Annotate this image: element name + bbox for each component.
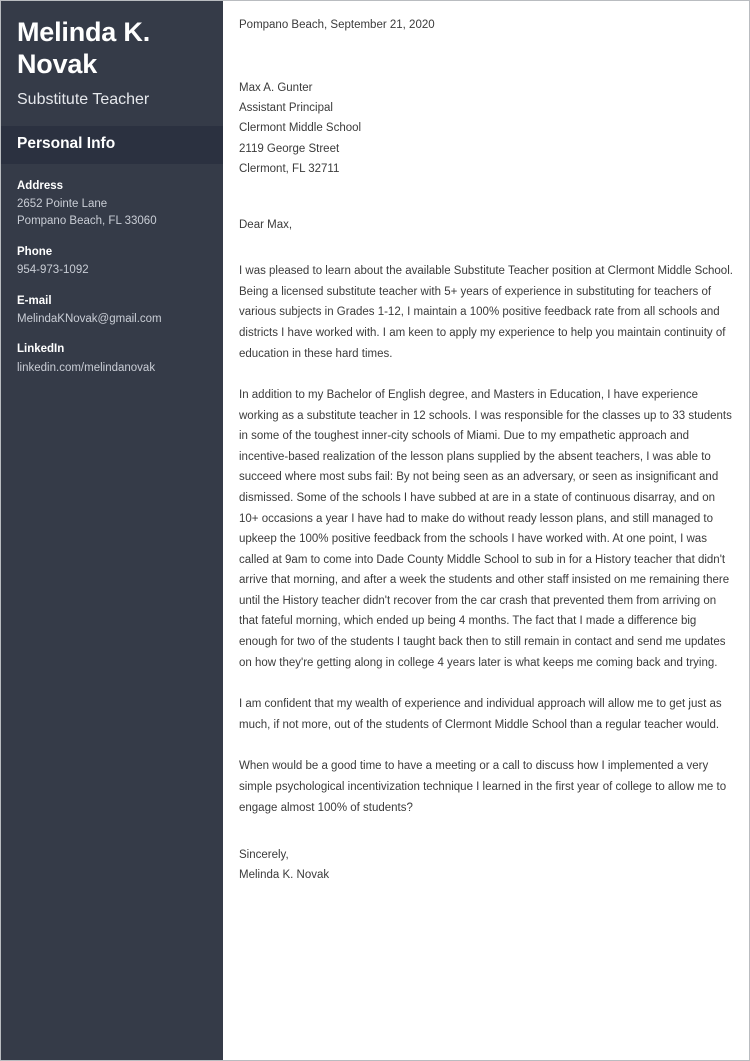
- info-value: 2652 Pointe Lane: [17, 198, 108, 210]
- info-value: Pompano Beach, FL 33060: [17, 215, 157, 228]
- sidebar: [1, 1, 223, 1060]
- candidate-job-title: Substitute Teacher: [17, 91, 150, 109]
- closing-salutation: Sincerely,: [239, 849, 289, 862]
- info-label: E-mail: [17, 294, 52, 307]
- letter-salutation: Dear Max,: [239, 218, 293, 231]
- recipient-block: [239, 78, 734, 179]
- recipient-organization: Clermont Middle School: [239, 122, 362, 135]
- recipient-title: Assistant Principal: [239, 102, 333, 115]
- info-label: LinkedIn: [17, 343, 65, 356]
- letter-paragraph-4: When would be a good time to have a meeting or a call to discuss how I implemented a very simple psychological incentivization technique I learned in the first year of college to allow me to engage almost 100% of students?: [239, 760, 727, 814]
- letter-paragraph-3: I am confident that my wealth of experience and individual approach will allow me to get just as much, if not more, out of the students of Clermont Middle School than a regular teacher would.: [239, 698, 722, 731]
- info-value-email[interactable]: MelindaKNovak@gmail.com: [17, 312, 162, 325]
- personal-info-title: Personal Info: [17, 135, 116, 153]
- info-item-phone: [17, 244, 207, 280]
- recipient-street: 2119 George Street: [239, 142, 340, 155]
- info-value: 954-973-1092: [17, 264, 89, 277]
- info-item-address: [17, 178, 207, 231]
- info-item-email: [17, 293, 207, 329]
- recipient-name: Max A. Gunter: [239, 81, 313, 94]
- letter-closing: [239, 845, 734, 885]
- signature-name: Melinda K. Novak: [239, 869, 330, 882]
- letter-content-column: [239, 17, 734, 886]
- candidate-name: Melinda K. Novak: [17, 17, 151, 79]
- info-label: Address: [17, 179, 64, 192]
- personal-info-list: [1, 164, 223, 377]
- personal-info-section-header: [1, 126, 223, 164]
- letter-paragraph-1: I was pleased to learn about the available Substitute Teacher position at Clermont Middle School. Being a licensed substitute teacher with 5+ years of experience in substituting for teachers of various subjects in Grades 1-12, I maintain a 100% positive feedback rate from all schools and districts I have worked with. I am keen to apply my experience to help you maintain continuity of education in these hard times.: [239, 265, 733, 360]
- recipient-city-state-zip: Clermont, FL 32711: [239, 162, 340, 175]
- info-value-linkedin[interactable]: linkedin.com/melindanovak: [17, 361, 156, 374]
- sidebar-header: [1, 1, 223, 110]
- letter-date-line: Pompano Beach, September 21, 2020: [239, 19, 435, 31]
- info-label: Phone: [17, 245, 53, 258]
- info-item-linkedin: [17, 341, 207, 377]
- letter-paragraph-2: In addition to my Bachelor of English degree, and Masters in Education, I have experience working as a substitute teacher in 12 schools. I was responsible for the classes up to 33 students in some of the toughest inner-city schools of Miami. Due to my empathetic approach and incentive-based realization of the lesson plans supplied by the absent teachers, I was able to succeed where most subs fail: By not being seen as an adversary, or seen as insignificant and dismissed. Some of the schools I have subbed at are in a state of continuous disarray, and on 10+ occasions a year I have had to make do without ready lesson plans, and still managed to upkeep the 100% positive feedback from the schools I have worked with. At one point, I was called at 9am to come into Dade County Middle School to sub in for a History teacher that didn't arrive that morning, and after a week the students and other staff insisted on me remaining there until the History teacher didn't recover from the car crash that prevented them from arriving on that fateful morning, which ended up being 4 months. The fact that I made a difference big enough for two of the students I taught back then to still remain in contact and send me updates on how they're getting along in college 4 years later is what keeps me coming back and trying.: [239, 389, 732, 669]
- letter-body: [223, 1, 749, 1060]
